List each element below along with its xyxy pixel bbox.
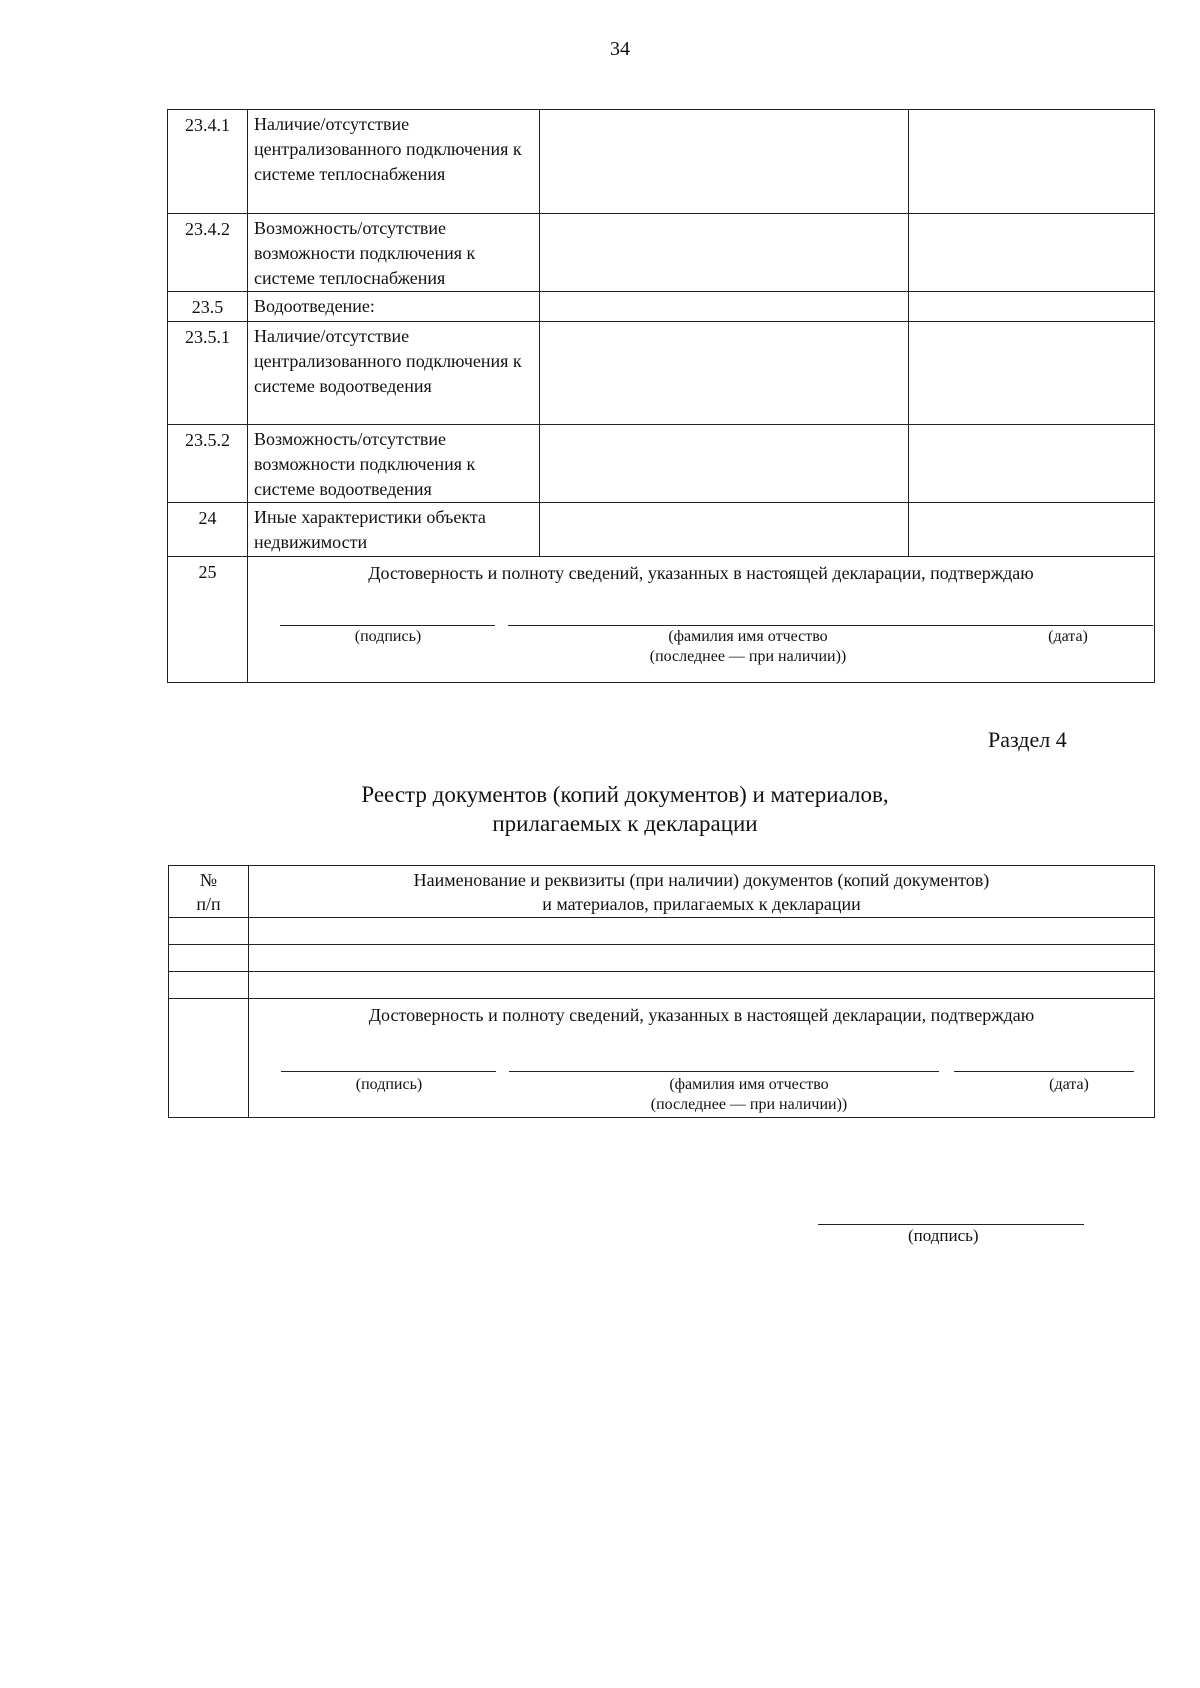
value-cell[interactable] (909, 322, 1155, 425)
value-cell[interactable] (909, 292, 1155, 322)
value-cell[interactable] (909, 110, 1155, 214)
name-caption (578, 627, 918, 667)
header-number-line2: п/п (196, 894, 221, 914)
declaration-table (167, 109, 1155, 683)
row-label: Наличие/отсутствие централизованного подключения к системе водоотведения (248, 322, 540, 425)
row-number: 24 (168, 503, 248, 557)
empty-cell[interactable] (249, 972, 1155, 999)
row-number: 23.5.2 (168, 425, 248, 503)
table-row (168, 503, 1155, 557)
value-cell[interactable] (540, 292, 909, 322)
signature-caption: (подпись) (354, 628, 422, 645)
confirmation-cell (249, 999, 1155, 1118)
confirmation-statement: Достоверность и полноту сведений, указанных в настоящей декларации, подтверждаю (368, 1005, 1035, 1025)
value-cell[interactable] (909, 503, 1155, 557)
table-row (168, 425, 1155, 503)
value-cell[interactable] (540, 214, 909, 292)
table-row (168, 214, 1155, 292)
bottom-signature-caption: (подпись) (908, 1226, 979, 1245)
name-line[interactable] (508, 625, 1153, 626)
signature-caption: (подпись) (355, 1076, 423, 1093)
row-label: Водоотведение: (248, 292, 540, 322)
date-caption: (дата) (1049, 1076, 1089, 1093)
register-title-line2: прилагаемых к декларации (492, 811, 758, 836)
row-label: Иные характеристики объекта недвижимости (248, 503, 540, 557)
row-label: Возможность/отсутствие возможности подключения к системе водоотведения (248, 425, 540, 503)
name-caption-line2: (последнее — при наличии)) (649, 648, 847, 665)
row-number: 23.5 (168, 292, 248, 322)
header-number-line1: № (199, 870, 218, 890)
name-caption-line1: (фамилия имя отчество (669, 1076, 829, 1093)
row-label: Возможность/отсутствие возможности подключения к системе теплоснабжения (248, 214, 540, 292)
row-number: 25 (168, 557, 248, 683)
confirmation-statement: Достоверность и полноту сведений, указанных в настоящей декларации, подтверждаю (368, 563, 1034, 583)
empty-cell[interactable] (169, 972, 249, 999)
row-number: 23.4.1 (168, 110, 248, 214)
table-row (169, 945, 1155, 972)
header-name-line2: и материалов, прилагаемых к декларации (542, 894, 861, 914)
table-header-row (169, 866, 1155, 918)
row-label: Наличие/отсутствие централизованного подключения к системе теплоснабжения (248, 110, 540, 214)
row-number: 23.5.1 (168, 322, 248, 425)
table-row (169, 918, 1155, 945)
name-caption-line1: (фамилия имя отчество (668, 628, 828, 645)
header-document-name (249, 866, 1155, 918)
row-number: 23.4.2 (168, 214, 248, 292)
table-row (168, 110, 1155, 214)
table-row (168, 557, 1155, 683)
section-label: Раздел 4 (988, 727, 1067, 752)
bottom-signature-line[interactable] (818, 1224, 1084, 1225)
value-cell[interactable] (540, 425, 909, 503)
empty-cell[interactable] (169, 945, 249, 972)
page-number: 34 (610, 38, 630, 60)
value-cell[interactable] (540, 322, 909, 425)
signature-line[interactable] (280, 625, 495, 626)
header-name-line1: Наименование и реквизиты (при наличии) документов (копий документов) (413, 870, 990, 890)
name-caption (579, 1075, 919, 1115)
value-cell[interactable] (540, 503, 909, 557)
value-cell[interactable] (909, 425, 1155, 503)
table-row (168, 322, 1155, 425)
register-title (260, 780, 990, 838)
empty-cell (169, 999, 249, 1118)
empty-cell[interactable] (249, 918, 1155, 945)
empty-cell[interactable] (249, 945, 1155, 972)
table-row (168, 292, 1155, 322)
value-cell[interactable] (909, 214, 1155, 292)
table-row (169, 999, 1155, 1118)
date-caption: (дата) (1048, 628, 1088, 645)
name-line[interactable] (509, 1071, 939, 1072)
header-number (169, 866, 249, 918)
date-line[interactable] (954, 1071, 1134, 1072)
empty-cell[interactable] (169, 918, 249, 945)
documents-register-table (168, 865, 1155, 1118)
value-cell[interactable] (540, 110, 909, 214)
name-caption-line2: (последнее — при наличии)) (650, 1096, 848, 1113)
confirmation-cell (248, 557, 1155, 683)
register-title-line1: Реестр документов (копий документов) и материалов, (361, 782, 889, 807)
table-row (169, 972, 1155, 999)
signature-line[interactable] (281, 1071, 496, 1072)
